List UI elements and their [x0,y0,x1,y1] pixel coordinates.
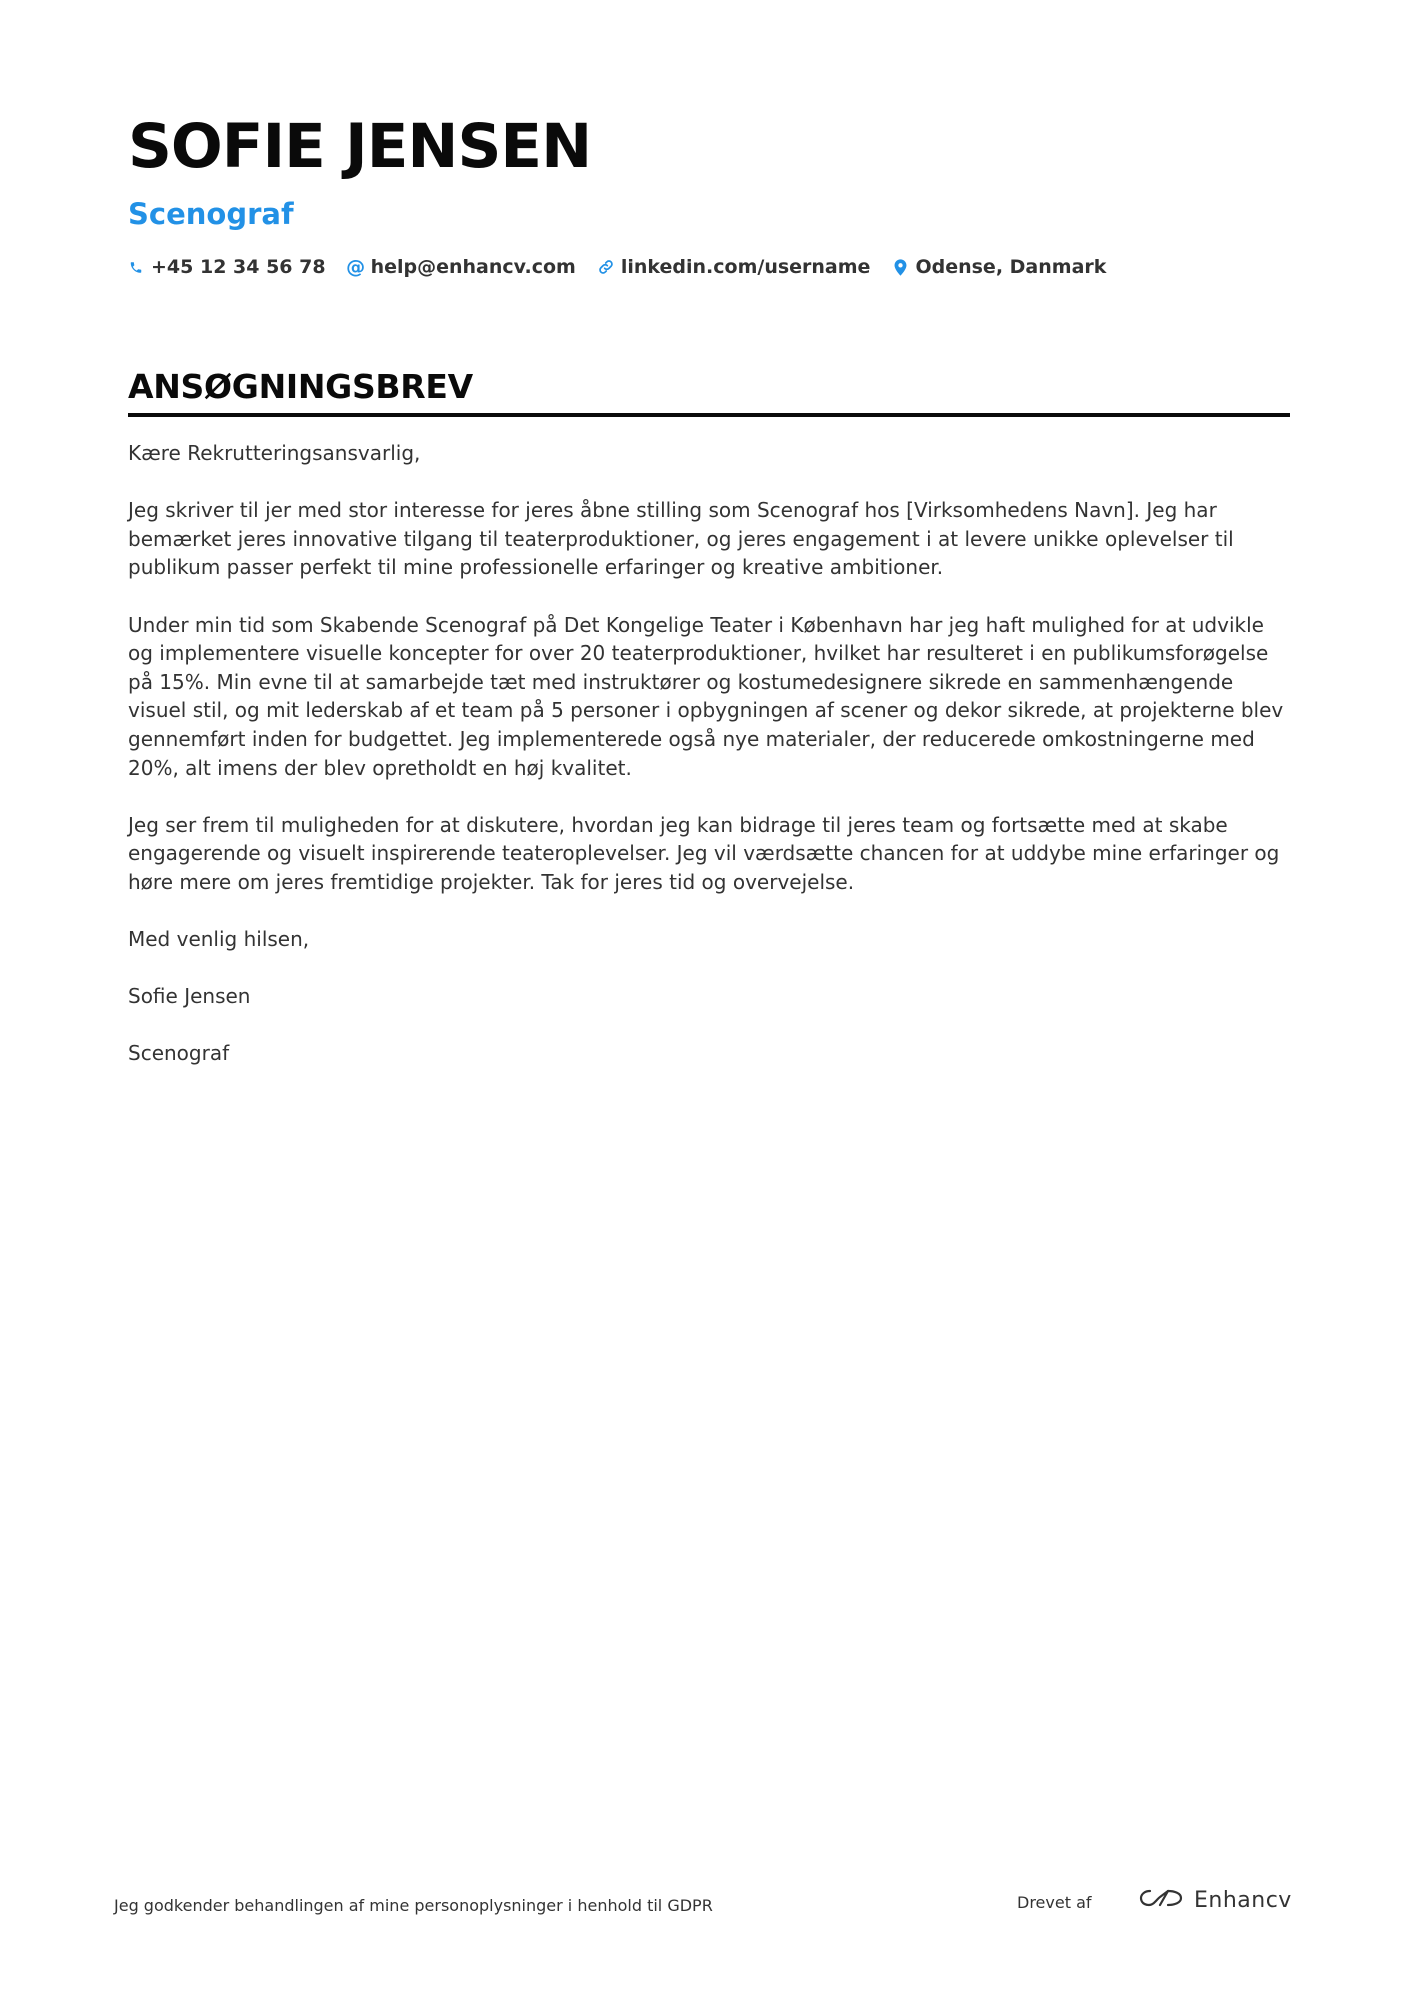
cover-letter-section [128,366,1290,1097]
gdpr-consent-text: Jeg godkender behandlingen af mine personoplysninger i henhold til GDPR [114,1896,713,1915]
section-divider [128,413,1290,417]
contact-bar [128,256,1290,278]
contact-phone-text: +45 12 34 56 78 [151,256,326,278]
letter-closing: Med venlig hilsen, [128,927,310,952]
contact-linkedin[interactable] [598,256,871,278]
contact-phone[interactable] [128,256,326,278]
signature-title: Scenograf [128,1041,230,1066]
enhancv-logo-icon [1138,1886,1184,1914]
contact-email[interactable] [348,256,576,278]
contact-location-text: Odense, Danmark [915,256,1107,278]
location-pin-icon [892,258,908,276]
job-title: Scenograf [128,197,294,231]
powered-by-label: Drevet af [1017,1893,1092,1912]
at-icon: @ [346,256,366,278]
letter-paragraph: Jeg skriver til jer med stor interesse for jeres åbne stilling som Scenograf hos [Virksomhedens Navn]. Jeg har bemærket jeres innovative tilgang til teaterproduktioner, og jeres engagement i at levere unikke oplevelser til publikum passer perfekt til mine professionelle erfaringer og kreative ambitioner. [128,498,1234,580]
phone-icon [128,258,144,276]
link-icon [598,258,614,276]
letter-paragraph: Jeg ser frem til muligheden for at diskutere, hvordan jeg kan bidrage til jeres team og fortsætte med at skabe engagerende og visuelt inspirerende teateroplevelser. Jeg vil værdsætte chancen for at uddybe mine erfaringer og høre mere om jeres fremtidige projekter. Tak for jeres tid og overvejelse. [128,812,1280,894]
candidate-name: SOFIE JENSEN [128,111,592,182]
letter-body [128,439,1290,1068]
section-title: ANSØGNINGSBREV [128,367,473,406]
contact-linkedin-text: linkedin.com/username [620,256,871,278]
signature-name: Sofie Jensen [128,984,251,1009]
enhancv-brand-name: Enhancv [1194,1887,1292,1913]
enhancv-brand-link[interactable] [1138,1886,1292,1914]
page-footer [114,1887,1292,1920]
letter-paragraph: Under min tid som Skabende Scenograf på Det Kongelige Teater i København har jeg haft mulighed for at udvikle og implementere visuelle koncepter for over 20 teaterproduktioner, hvilket har resulteret i en publikumsforøgelse på 15%. Min evne til at samarbejde tæt med instruktører og kostumedesignere sikrede en sammenhængende visuel stil, og mit lederskab af et team på 5 personer i opbygningen af scener og dekor sikrede, at projekterne blev gennemført inden for budgettet. Jeg implementerede også nye materialer, der reducerede omkostningerne med 20%, alt imens der blev opretholdt en høj kvalitet. [128,612,1284,780]
resume-header [128,108,1290,278]
contact-email-text: help@enhancv.com [370,256,576,278]
letter-greeting: Kære Rekrutteringsansvarlig, [128,441,421,465]
contact-location [892,256,1106,278]
